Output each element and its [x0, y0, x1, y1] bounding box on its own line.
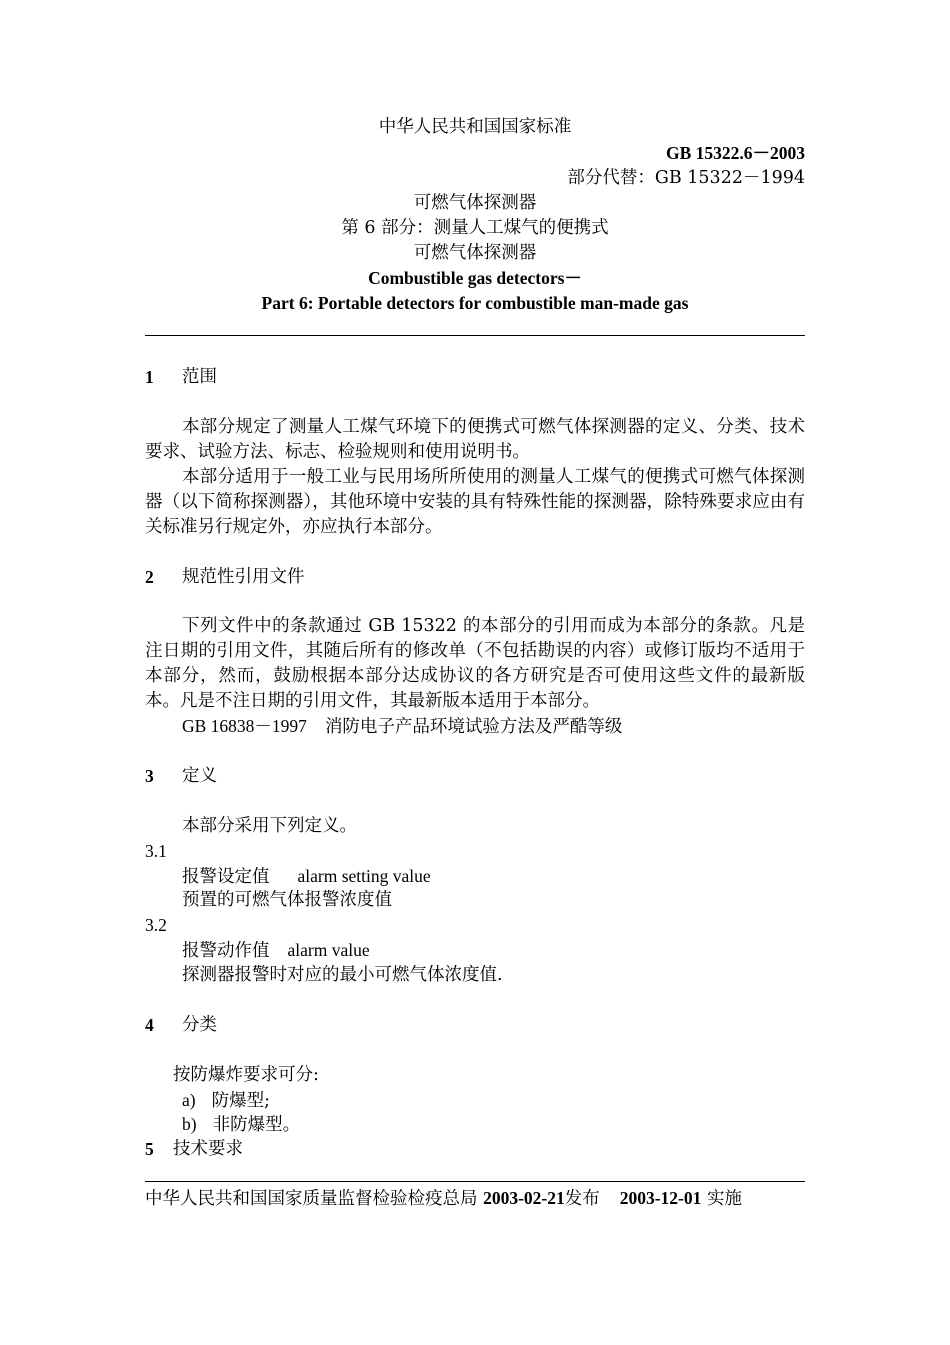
- definition-3-1-term-en: alarm setting value: [297, 866, 431, 886]
- section-3-intro: 本部分采用下列定义。: [182, 816, 357, 836]
- header-divider: [145, 335, 805, 336]
- section-3-number: 3: [145, 766, 154, 786]
- title-cn-line-2: 第 6 部分：测量人工煤气的便携式: [341, 218, 609, 238]
- list-item-b-label: b): [182, 1114, 197, 1134]
- section-1-paragraph-2: 本部分适用于一般工业与民用场所所使用的测量人工煤气的便携式可燃气体探测器（以下简称探测器），其他环境中安装的具有特殊性能的探测器，除特殊要求应由有关标准另行规定外，亦应执行本部分。: [145, 467, 805, 537]
- section-2-title: 规范性引用文件: [182, 567, 305, 587]
- footer-issue-word: 发布: [564, 1189, 600, 1209]
- section-2-paragraph-1: 下列文件中的条款通过 GB 15322 的本部分的引用而成为本部分的条款。凡是注日期的引用文件，其随后所有的修改单（不包括勘误的内容）或修订版均不适用于本部分，然而，鼓励根据本部分达成协议的各方研究是否可使用这些文件的最新版本。凡是不注日期的引用文件，其最新版本适用于本部分。: [145, 616, 805, 711]
- title-cn-line-3: 可燃气体探测器: [413, 243, 537, 263]
- definition-3-1-number: 3.1: [145, 841, 167, 861]
- list-item-b-text: 非防爆型。: [212, 1115, 301, 1135]
- section-5-title: 技术要求: [173, 1139, 243, 1159]
- reference-title: 消防电子产品环境试验方法及严酷等级: [324, 717, 623, 737]
- section-5-number: 5: [145, 1139, 154, 1159]
- list-item-b: [182, 1112, 300, 1138]
- section-2-number: 2: [145, 567, 154, 587]
- title-cn-line-1: 可燃气体探测器: [413, 193, 537, 213]
- reference-code: GB 16838－1997: [182, 716, 307, 736]
- definition-3-2-term: [182, 938, 370, 964]
- footer-issuer: 中华人民共和国国家质量监督检验检疫总局: [145, 1189, 478, 1209]
- section-3-title: 定义: [182, 766, 217, 786]
- national-standard-label: 中华人民共和国国家标准: [378, 117, 572, 137]
- section-1-number: 1: [145, 367, 154, 387]
- section-4-number: 4: [145, 1015, 154, 1035]
- footer-implementation-word: 实施: [706, 1189, 742, 1209]
- replaces-note: 部分代替：GB 15322－1994: [567, 168, 805, 188]
- footer-divider: [145, 1181, 805, 1182]
- list-item-a: [182, 1088, 270, 1114]
- title-en-line-2: Part 6: Portable detectors for combustible man-made gas: [261, 293, 689, 313]
- definition-3-2-term-en: alarm value: [287, 940, 370, 960]
- list-item-a-label: a): [182, 1090, 196, 1110]
- section-4-title: 分类: [182, 1015, 217, 1035]
- definition-3-2-text: 探测器报警时对应的最小可燃气体浓度值.: [182, 965, 503, 985]
- definition-3-2-term-cn: 报警动作值: [182, 941, 270, 961]
- footer-line: [145, 1186, 742, 1212]
- definition-3-1-term: [182, 864, 431, 890]
- definition-3-1-term-cn: 报警设定值: [182, 867, 270, 887]
- section-4-intro: 按防爆炸要求可分:: [173, 1065, 319, 1085]
- footer-issue-date: 2003-02-21: [483, 1188, 565, 1208]
- section-1-title: 范围: [182, 367, 217, 387]
- definition-3-2-number: 3.2: [145, 915, 167, 935]
- title-en-line-1: Combustible gas detectors－: [368, 268, 582, 288]
- normative-reference: [182, 714, 622, 740]
- list-item-a-text: 防爆型;: [211, 1091, 271, 1111]
- definition-3-1-text: 预置的可燃气体报警浓度值: [182, 890, 392, 910]
- footer-implementation-date: 2003-12-01: [619, 1188, 702, 1208]
- section-1-paragraph-1: 本部分规定了测量人工煤气环境下的便携式可燃气体探测器的定义、分类、技术要求、试验方法、标志、检验规则和使用说明书。: [145, 417, 805, 462]
- standard-code: GB 15322.6－2003: [665, 143, 805, 163]
